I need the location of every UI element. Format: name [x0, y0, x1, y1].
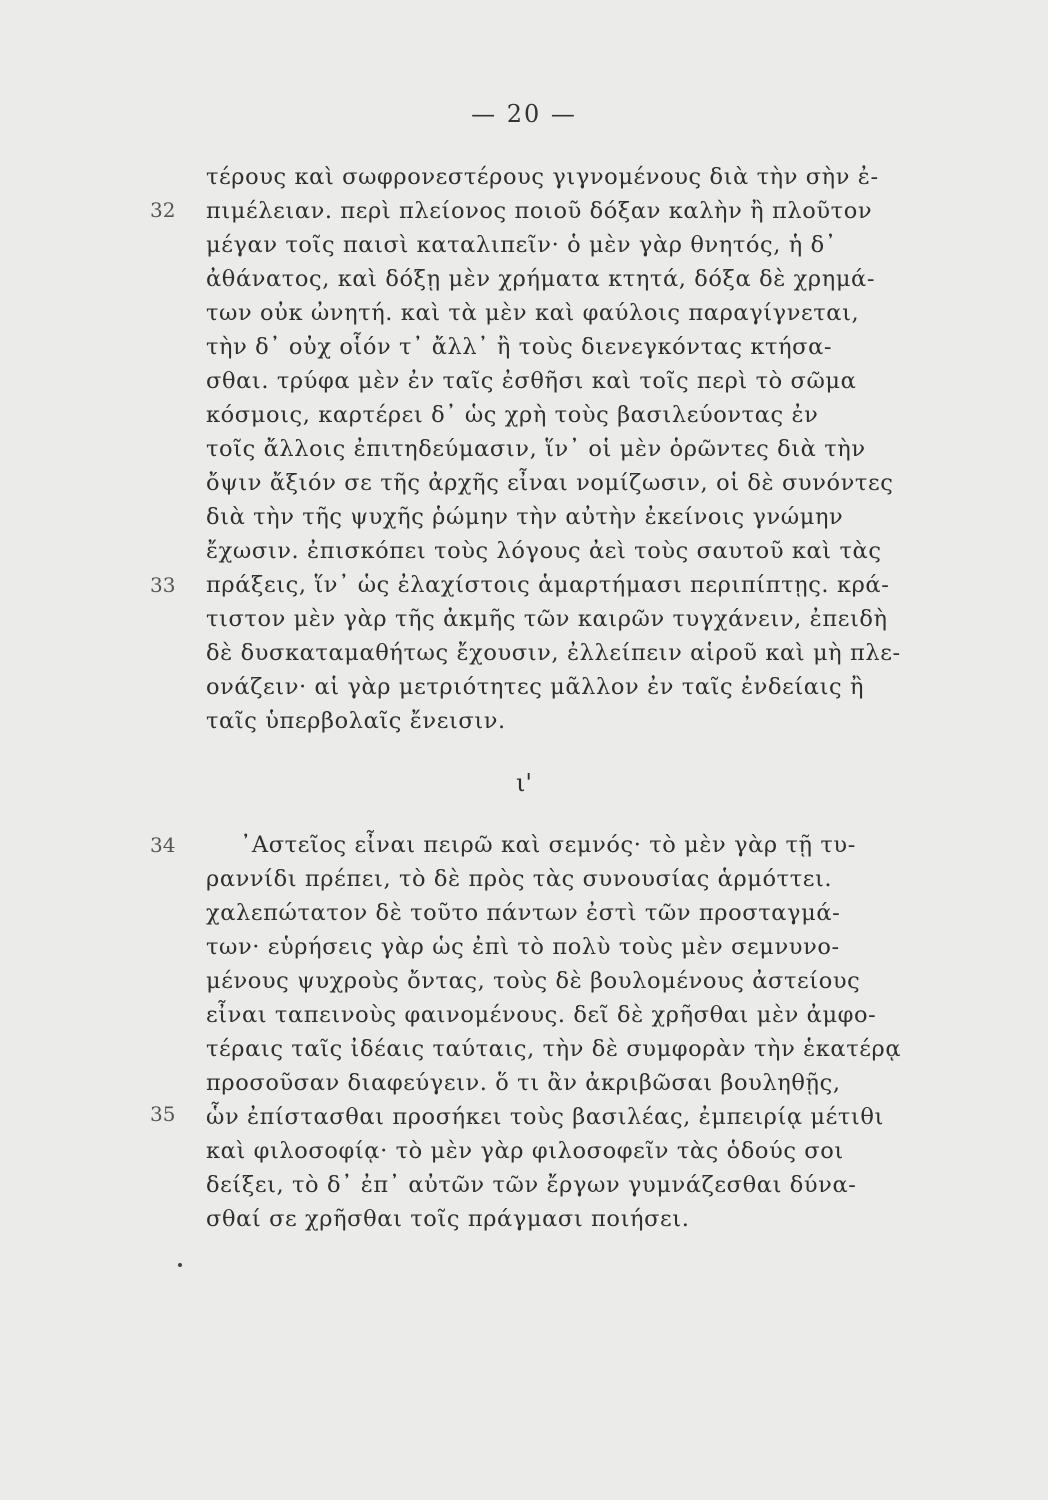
- text-line: δὲ δυσκαταμαθήτως ἔχουσιν, ἐλλείπειν αἱροῦ καὶ μὴ πλε-: [206, 640, 901, 666]
- text-line: ραννίδι πρέπει, τὸ δὲ πρὸς τὰς συνουσίας ἁρμόττει.: [206, 866, 833, 892]
- text-line: τιστον μὲν γὰρ τῆς ἀκμῆς τῶν καιρῶν τυγχάνειν, ἐπειδὴ: [206, 606, 888, 632]
- margin-number: 35: [150, 1102, 176, 1126]
- text-line: τέραις ταῖς ἰδέαις ταύταις, τὴν δὲ συμφορὰν τὴν ἑκατέρᾳ: [206, 1036, 902, 1062]
- margin-number: 33: [150, 573, 176, 597]
- text-line: των οὐκ ὠνητή. καὶ τὰ μὲν καὶ φαύλοις παραγίγνεται,: [206, 300, 860, 326]
- text-line: κόσμοις, καρτέρει δ᾽ ὡς χρὴ τοὺς βασιλεύοντας ἐν: [206, 402, 819, 428]
- text-line: μέγαν τοῖς παισὶ καταλιπεῖν· ὁ μὲν γὰρ θνητός, ἡ δ᾽: [206, 232, 837, 258]
- stray-dot: [178, 1263, 182, 1267]
- text-line: σθαι. τρύφα μὲν ἐν ταῖς ἐσθῆσι καὶ τοῖς περὶ τὸ σῶμα: [206, 368, 857, 394]
- text-line: ταῖς ὑπερβολαῖς ἔνεισιν.: [206, 708, 506, 734]
- text-line: σθαί σε χρῆσθαι τοῖς πράγμασι ποιήσει.: [206, 1206, 690, 1232]
- text-line: ἔχωσιν. ἐπισκόπει τοὺς λόγους ἀεὶ τοὺς σαυτοῦ καὶ τὰς: [206, 538, 882, 564]
- section-marker: ι': [515, 769, 532, 797]
- text-line: πιμέλειαν. περὶ πλείονος ποιοῦ δόξαν καλὴν ἢ πλοῦτον: [206, 198, 873, 224]
- text-line: εἶναι ταπεινοὺς φαινομένους. δεῖ δὲ χρῆσθαι μὲν ἀμφο-: [206, 1002, 877, 1028]
- text-line: τοῖς ἄλλοις ἐπιτηδεύμασιν, ἵν᾽ οἱ μὲν ὁρῶντες διὰ τὴν: [206, 436, 866, 462]
- text-line: τὴν δ᾽ οὐχ οἷόν τ᾽ ἄλλ᾽ ἢ τοὺς διενεγκόντας κτήσα-: [206, 334, 833, 360]
- text-line: ὧν ἐπίστασθαι προσήκει τοὺς βασιλέας, ἐμπειρίᾳ μέτιθι: [206, 1104, 884, 1130]
- text-line: χαλεπώτατον δὲ τοῦτο πάντων ἐστὶ τῶν προσταγμά-: [206, 900, 841, 926]
- margin-number: 32: [150, 198, 176, 222]
- margin-number: 34: [150, 833, 176, 857]
- text-line: καὶ φιλοσοφίᾳ· τὸ μὲν γὰρ φιλοσοφεῖν τὰς ὁδούς σοι: [206, 1138, 844, 1164]
- text-line: ὄψιν ἄξιόν σε τῆς ἀρχῆς εἶναι νομίζωσιν, οἱ δὲ συνόντες: [206, 470, 894, 496]
- text-line: δείξει, τὸ δ᾽ ἐπ᾽ αὐτῶν τῶν ἔργων γυμνάζεσθαι δύνα-: [206, 1172, 857, 1198]
- text-line: των· εὑρήσεις γὰρ ὡς ἐπὶ τὸ πολὺ τοὺς μὲν σεμνυνο-: [206, 934, 840, 960]
- text-line: μένους ψυχροὺς ὄντας, τοὺς δὲ βουλομένους ἀστείους: [206, 968, 861, 994]
- text-line: τέρους καὶ σωφρονεστέρους γιγνομένους διὰ τὴν σὴν ἐ-: [206, 164, 879, 190]
- text-line: πράξεις, ἵν᾽ ὡς ἐλαχίστοις ἁμαρτήμασι περιπίπτῃς. κρά-: [206, 572, 890, 598]
- text-line: ἀθάνατος, καὶ δόξῃ μὲν χρήματα κτητά, δόξα δὲ χρημά-: [206, 266, 876, 292]
- text-line: διὰ τὴν τῆς ψυχῆς ῥώμην τὴν αὐτὴν ἐκείνοις γνώμην: [206, 504, 844, 530]
- text-line: ᾽Αστεῖος εἶναι πειρῶ καὶ σεμνός· τὸ μὲν γὰρ τῇ τυ-: [240, 832, 856, 858]
- text-line: ονάζειν· αἱ γὰρ μετριότητες μᾶλλον ἐν ταῖς ἐνδείαις ἢ: [206, 674, 865, 700]
- page-number: — 20 —: [471, 100, 577, 128]
- text-line: προσοῦσαν διαφεύγειν. ὅ τι ἂν ἀκριβῶσαι βουληθῇς,: [206, 1070, 841, 1096]
